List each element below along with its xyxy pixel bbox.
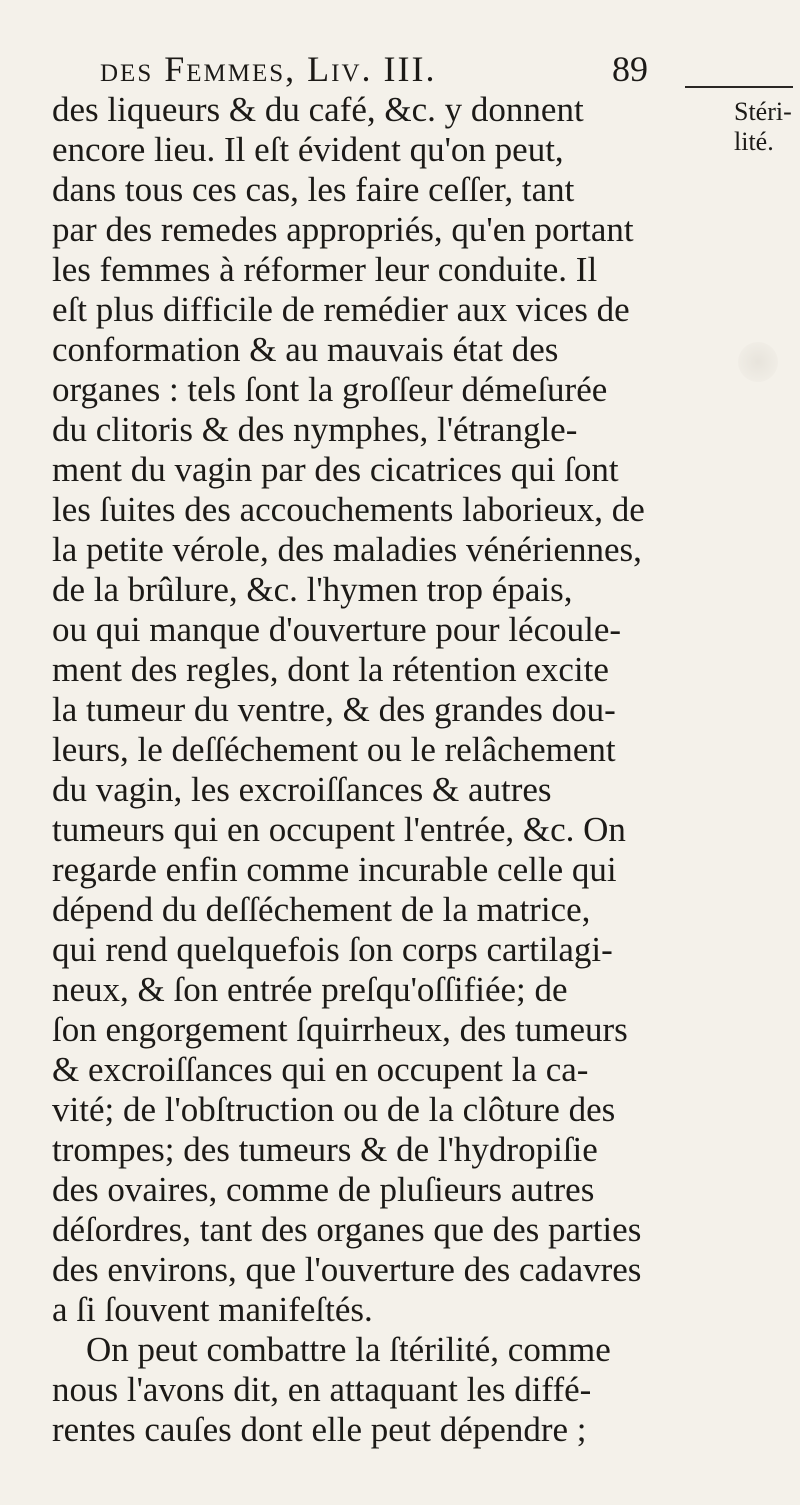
text-line: les ſuites des accouchements laborieux, de — [52, 490, 645, 529]
text-line: dans tous ces cas, les faire ceſſer, tant — [52, 170, 575, 209]
text-line: ment du vagin par des cicatrices qui ſont — [52, 450, 619, 489]
text-line: par des remedes appropriés, qu'en portant — [52, 210, 634, 249]
text-line: regarde enfin comme incurable celle qui — [52, 850, 617, 889]
text-line: des ovaires, comme de pluſieurs autres — [52, 1170, 595, 1209]
text-line: neux, & ſon entrée preſqu'oſſifiée; de — [52, 970, 568, 1009]
text-line: leurs, le deſſéchement ou le relâchement — [52, 730, 616, 769]
text-line: des liqueurs & du café, &c. y donnent — [52, 90, 584, 129]
body-text — [52, 90, 742, 1450]
margin-note-line: lité. — [734, 127, 774, 156]
running-head — [100, 48, 740, 92]
text-line: a ſi ſouvent manifeſtés. — [52, 1290, 373, 1329]
text-line: de la brûlure, &c. l'hymen trop épais, — [52, 570, 573, 609]
text-line: des environs, que l'ouverture des cadavres — [52, 1250, 642, 1289]
paper-stain — [738, 342, 778, 382]
text-line: du clitoris & des nymphes, l'étrangle- — [52, 410, 578, 449]
text-line: organes : tels ſont la groſſeur démeſurée — [52, 370, 608, 409]
text-line: ou qui manque d'ouverture pour lécoule- — [52, 610, 622, 649]
text-line: eſt plus difficile de remédier aux vices de — [52, 290, 630, 329]
text-line: conformation & au mauvais état des — [52, 330, 559, 369]
text-line: nous l'avons dit, en attaquant les diffé- — [52, 1370, 592, 1409]
text-line: ment des regles, dont la rétention excite — [52, 650, 609, 689]
text-line: vité; de l'obſtruction ou de la clôture des — [52, 1090, 616, 1129]
text-line: ſon engorgement ſquirrheux, des tumeurs — [52, 1010, 628, 1049]
running-title: des Femmes, Liv. III. — [100, 49, 437, 89]
margin-note-line: Stéri- — [734, 97, 792, 126]
margin-note — [734, 97, 800, 157]
text-line: les femmes à réformer leur conduite. Il — [52, 250, 598, 289]
text-line: la petite vérole, des maladies vénériennes, — [52, 530, 642, 569]
text-line: tumeurs qui en occupent l'entrée, &c. On — [52, 810, 626, 849]
text-line: la tumeur du ventre, & des grandes dou- — [52, 690, 616, 729]
header-rule — [685, 86, 793, 88]
text-line: On peut combattre la ſtérilité, comme — [86, 1330, 611, 1369]
text-line: dépend du deſſéchement de la matrice, — [52, 890, 591, 929]
text-line: trompes; des tumeurs & de l'hydropiſie — [52, 1130, 598, 1169]
text-line: encore lieu. Il eſt évident qu'on peut, — [52, 130, 564, 169]
page-number: 89 — [612, 49, 648, 89]
text-line: qui rend quelquefois ſon corps cartilagi- — [52, 930, 613, 969]
text-line: déſordres, tant des organes que des parties — [52, 1210, 642, 1249]
text-line: du vagin, les excroiſſances & autres — [52, 770, 552, 809]
text-line: & excroiſſances qui en occupent la ca- — [52, 1050, 589, 1089]
text-line: rentes cauſes dont elle peut dépendre ; — [52, 1410, 587, 1449]
